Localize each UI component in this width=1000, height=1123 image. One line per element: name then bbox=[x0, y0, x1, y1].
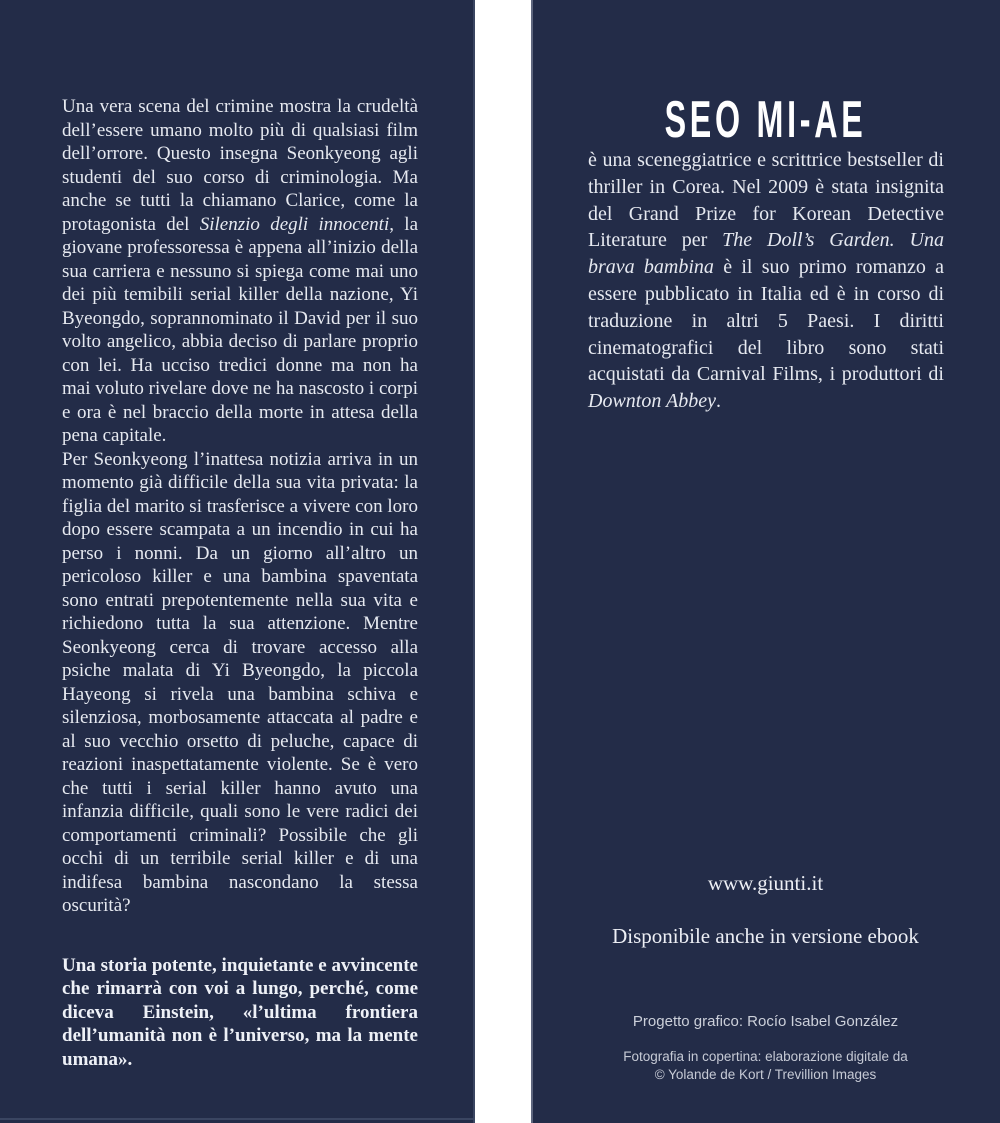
cover-photo-credit-line-1: Fotografia in copertina: elaborazione digitale da bbox=[623, 1049, 908, 1064]
synopsis-paragraph-2: Per Seonkyeong l’inattesa notizia arriva in un momento già difficile della sua vita privata: la figlia del marito si trasferisce a vivere con loro dopo essere scampata a un incendio in cui ha perso i nonni. Da un giorno all’altro un pericoloso killer e una bambina spaventata sono entrati prepotentemente nella sua vita e richiedono tutta la sua attenzione. Mentre Seonkyeong cerca di trovare accesso alla psiche malata di Yi Byeongdo, la piccola Hayeong si rivela una bambina schiva e silenziosa, morbosamente attaccata al padre e al suo vecchio orsetto di peluche, capace di reazioni inaspettatamente violente. Se è vero che tutti i serial killer hanno avuto una infanzia difficile, quali sono le vere radici dei comportamenti criminali? Possibile che gli occhi di un terribile serial killer e di una indifesa bambina nascondano la stessa oscurità? bbox=[62, 448, 418, 916]
closing-quote-paragraph: Una storia potente, inquietante e avvincente che rimarrà con voi a lungo, perché, come diceva Einstein, «l’ultima frontiera dell’umanità non è l’universo, ma la mente umana». bbox=[62, 954, 418, 1070]
ebook-availability-note: Disponibile anche in versione ebook bbox=[612, 924, 919, 948]
cover-photo-credit-line-2: © Yolande de Kort / Trevillion Images bbox=[654, 1067, 877, 1082]
author-bio-text: è una sceneggiatrice e scrittrice bestseller di thriller in Corea. Nel 2009 è stata insignita del Grand Prize for Korean Detective Literature per The Doll’s Garden. Una brava bambina è il suo primo romanzo a essere pubblicato in Italia ed è in corso di traduzione in altri 5 Paesi. I diritti cinematografici del libro sono stati acquistati da Carnival Films, i produttori di Downton Abbey. bbox=[588, 149, 944, 413]
left-flap-panel bbox=[0, 0, 475, 1123]
author-name-heading: SEO MI-AE bbox=[664, 91, 867, 149]
graphic-design-credit: Progetto grafico: Rocío Isabel González bbox=[632, 1013, 899, 1030]
synopsis-paragraph-1: Una vera scena del crimine mostra la crudeltà dell’essere umano molto più di qualsiasi film dell’orrore. Questo insegna Seonkyeong agli studenti del suo corso di criminologia. Ma anche se tutti la chiamano Clarice, come la protagonista del Silenzio degli innocenti, la giovane professoressa è appena all’inizio della sua carriera e nessuno si spiega come mai uno dei più temibili serial killer della nazione, Yi Byeongdo, soprannominato il David per il suo volto angelico, abbia deciso di parlare proprio con lei. Ha ucciso tredici donne ma non ha mai voluto rivelare dove ne ha nascosto i corpi e ora è nel braccio della morte in attesa della pena capitale. bbox=[62, 96, 419, 446]
left-flap-bottom-edge bbox=[0, 1118, 475, 1120]
publisher-website-text: www.giunti.it bbox=[707, 871, 824, 895]
right-flap-panel bbox=[531, 0, 1000, 1123]
cover-photo-credit bbox=[531, 1048, 1000, 1084]
right-flap-fold-edge bbox=[531, 0, 533, 1123]
synopsis-text-block bbox=[62, 95, 418, 1071]
spine-gap bbox=[475, 0, 531, 1123]
